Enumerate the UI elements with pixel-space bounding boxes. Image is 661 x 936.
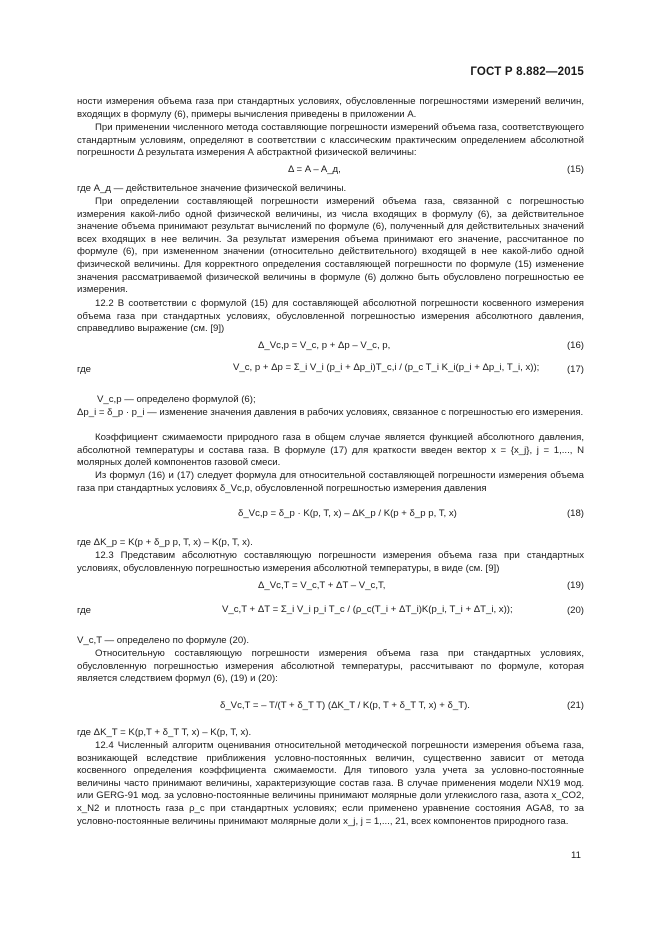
paragraph-component-definition: При определении составляющей погрешности измерений объема газа, связанной с погрешностью измерения какой-либо одной физической величины, из числа входящих в формулу (6), за действительное значение объема принимают результат вычислений по формуле (6), полученный для действительных значений всех входящих в нее величин. За результат измерения объема принимают его значение, рассчитанное по формуле (6), при измененном значении (относительно действительного) входящей в нее какой-либо одной физической величины. Для корректного определения составляющей погрешности по формуле (15) изменение значения рассматриваемой физической величины в формуле (6) должно быть обусловлено погрешностью ее измерения. — [77, 196, 584, 296]
paragraph-continuation: ности измерения объема газа при стандартных условиях, обусловленные погрешностями измерений величин, входящих в формулу (6), примеры вычисления приведены в приложении А. — [77, 96, 584, 120]
equation-19: Δ_Vc,T = V_c,T + ΔT – V_c,T, — [258, 580, 386, 591]
paragraph-numerical-method: При применении численного метода составляющие погрешности измерений объема газа, соответствующего стандартным условиям, определяют в соответствии с классическим практическим определением абсолютной погрешности Δ результата измерения А абстрактной физической величины: — [77, 122, 584, 159]
page-number: 11 — [571, 850, 581, 861]
equation-17: V_c, p + Δp = Σ_i V_i (p_i + Δp_i)T_c,i / (p_c T_i K_i(p_i + Δp_i, T_i, x)); — [233, 362, 540, 373]
paragraph-relative-pressure: Из формул (16) и (17) следует формула для относительной составляющей погрешности измерения объема газа при стандартных условиях δ_Vc,p, обусловленной погрешностью измерения давления — [77, 470, 584, 494]
equation-16: Δ_Vc,p = V_c, p + Δp – V_c, p, — [258, 340, 391, 351]
definition-delta-p: Δp_i = δ_p · p_i — изменение значения давления в рабочих условиях, связанное с погрешностью его измерения. — [77, 407, 584, 418]
paragraph-vct-defined: V_c,T — определено по формуле (20). — [77, 635, 250, 646]
where-label-20: где — [77, 605, 92, 616]
paragraph-compressibility: Коэффициент сжимаемости природного газа в общем случае является функцией абсолютного давления, абсолютной температуры и состава газа. В формуле (17) для краткости введен вектор x = {x_j}, j = 1,..., N молярных долей компонентов газовой смеси. — [77, 432, 584, 469]
equation-21: δ_Vc,T = – T/(T + δ_T T) (ΔK_T / K(p, T + δ_T T, x) + δ_T). — [220, 700, 470, 711]
paragraph-12-2: 12.2 В соответствии с формулой (15) для составляющей абсолютной погрешности косвенного измерения объема газа при стандартных условиях, обусловленной погрешностью измерения абсолютного давления, справедливо выражение (см. [9]) — [77, 298, 584, 335]
where-label-17: где — [77, 364, 92, 375]
equation-number-19: (19) — [566, 580, 584, 591]
equation-number-21: (21) — [566, 700, 584, 711]
definition-vcp: V_c,p — определено формулой (6); — [97, 394, 256, 405]
equation-number-15: (15) — [566, 164, 584, 175]
paragraph-where-delta-kt: где ΔK_T = K(p,T + δ_T T, x) – K(p, T, x). — [77, 727, 252, 738]
paragraph-where-a-d: где А_д — действительное значение физической величины. — [77, 183, 347, 194]
document-header: ГОСТ Р 8.882—2015 — [470, 66, 584, 78]
equation-number-18: (18) — [566, 508, 584, 519]
paragraph-12-4: 12.4 Численный алгоритм оценивания относительной методической погрешности измерения объема газа, возникающей вследствие приближения условно-постоянных величин, существенно зависит от метода косвенного определения коэффициента сжимаемости. Для типового узла учета за условно-постоянные величины часто принимают величины, характеризующие состав газа. В случае применения модели NX19 мод. или GERG-91 мод. за условно-постоянные величины принимают молярные доли углекислого газа, азота x_CO2, x_N2 и плотность газа ρ_c при стандартных условиях; если применено уравнение состояния AGA8, то за условно-постоянные величины принимают молярные доли x_j, j = 1,..., 21, всех компонентов природного газа. — [77, 740, 584, 827]
equation-15: Δ = A – A_д, — [288, 164, 341, 175]
paragraph-where-delta-kp: где ΔK_p = K(p + δ_p p, T, x) – K(p, T, x). — [77, 537, 253, 548]
equation-20: V_c,T + ΔT = Σ_i V_i p_i T_c / (ρ_c(T_i + ΔT_i)K(p_i, T_i + ΔT_i, x)); — [222, 604, 513, 615]
equation-number-16: (16) — [566, 340, 584, 351]
equation-number-20: (20) — [566, 605, 584, 616]
paragraph-relative-temperature: Относительную составляющую погрешности измерения объема газа при стандартных условиях, обусловленную погрешностью измерения абсолютной температуры, рассчитывают по формуле, которая является следствием формул (6), (19) и (20): — [77, 648, 584, 685]
equation-18: δ_Vc,p = δ_p · K(p, T, x) – ΔK_p / K(p + δ_p p, T, x) — [238, 508, 457, 519]
equation-number-17: (17) — [566, 364, 584, 375]
paragraph-12-3: 12.3 Представим абсолютную составляющую погрешности измерения объема газа при стандартных условиях, обусловленную погрешностью измерения абсолютной температуры, в виде (см. [9]) — [77, 550, 584, 574]
